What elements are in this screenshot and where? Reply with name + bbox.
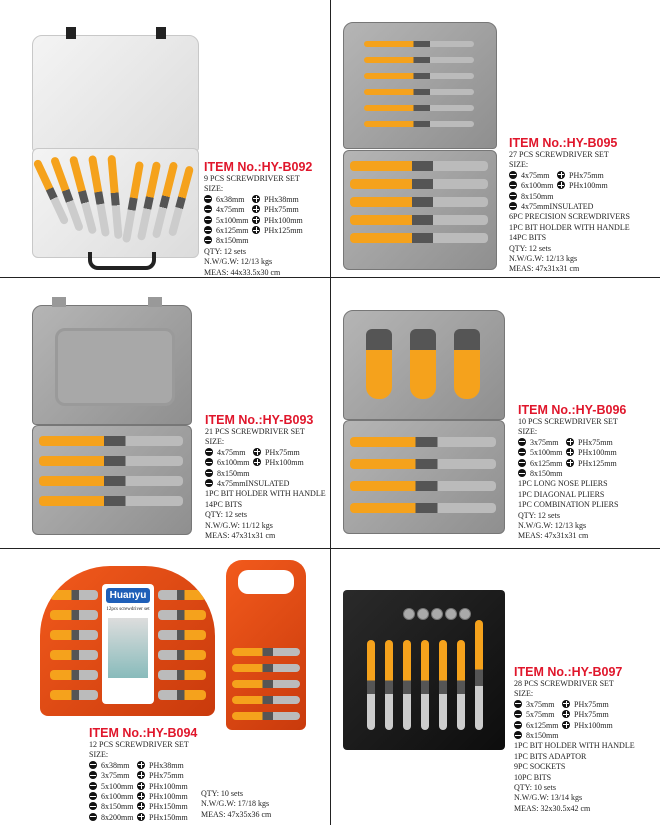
- phillips-icon: [137, 771, 145, 779]
- slotted-icon: [509, 181, 517, 189]
- stand-case-photo: [343, 590, 505, 750]
- extra-item: 1PC BIT HOLDER WITH HANDLE: [514, 741, 635, 751]
- slotted-icon: [205, 479, 213, 487]
- size-slotted: 6x125mm: [530, 458, 563, 468]
- product-name: 9 PCS SCREWDRIVER SET: [204, 174, 300, 183]
- size-phillips: PHx75mm: [574, 699, 609, 709]
- size-slotted: 3x75mm: [101, 771, 130, 781]
- size-phillips: PHx100mm: [264, 215, 303, 225]
- product-name: 21 PCS SCREWDRIVER SET: [205, 427, 305, 436]
- size-slotted: 6x100mm: [101, 792, 134, 802]
- size-slotted: 3x75mm: [530, 437, 559, 447]
- item-number: ITEM No.:HY-B094: [89, 726, 198, 740]
- net-gross-weight: N.W/G.W: 13/14 kgs: [514, 793, 583, 803]
- case-lid-photo: [32, 35, 199, 152]
- product-name: 10 PCS SCREWDRIVER SET: [518, 417, 618, 426]
- item-number: ITEM No.:HY-B092: [204, 160, 313, 174]
- net-gross-weight: N.W/G.W: 17/18 kgs: [201, 799, 270, 809]
- size-slotted: 4x75mm: [521, 170, 550, 180]
- phillips-icon: [566, 459, 574, 467]
- net-gross-weight: N.W/G.W: 12/13 kgs: [518, 521, 587, 531]
- size-insulated: 4x75mmINSULATED: [521, 202, 594, 212]
- extra-item: 1PC BITS ADAPTOR: [514, 751, 587, 761]
- size-slotted: 6x125mm: [526, 720, 559, 730]
- size-label: SIZE:: [204, 184, 224, 194]
- slotted-icon: [509, 171, 517, 179]
- size-phillips: PHx75mm: [569, 170, 604, 180]
- size-slotted: 8x150mm: [216, 236, 249, 246]
- case-open-photo: [226, 560, 306, 730]
- qty: QTY: 12 sets: [518, 510, 560, 520]
- size-slotted: 6x100mm: [217, 458, 250, 468]
- case-latch: [66, 27, 76, 39]
- extra-item: 14PC BITS: [509, 233, 547, 243]
- extra-item: 14PC BITS: [205, 499, 243, 509]
- size-slotted: 8x150mm: [217, 468, 250, 478]
- slotted-icon: [204, 216, 212, 224]
- size-table: [205, 448, 326, 479]
- product-info-hy-b095: [509, 136, 630, 275]
- size-label: SIZE:: [514, 689, 534, 699]
- row-divider-right-2: [330, 548, 660, 549]
- case-tray-photo: [32, 425, 192, 535]
- pliers-image: [454, 329, 480, 399]
- size-phillips: PHx75mm: [265, 447, 300, 457]
- measurements: MEAS: 32x30.5x42 cm: [514, 803, 591, 813]
- size-slotted: 5x100mm: [530, 448, 563, 458]
- phillips-icon: [253, 448, 261, 456]
- case-tray-photo: [32, 148, 199, 258]
- phillips-icon: [252, 205, 260, 213]
- measurements: MEAS: 47x31x31 cm: [518, 531, 589, 541]
- slotted-icon: [205, 448, 213, 456]
- slotted-icon: [204, 195, 212, 203]
- size-phillips: PHx75mm: [264, 205, 299, 215]
- product-info-hy-b093: [205, 413, 326, 541]
- product-info-hy-b092: [204, 160, 322, 278]
- case-latch: [148, 297, 162, 307]
- product-name: 12 PCS SCREWDRIVER SET: [89, 740, 189, 749]
- slotted-icon: [514, 700, 522, 708]
- case-lid-photo: [343, 310, 505, 420]
- row-divider-left-2: [0, 548, 330, 549]
- size-phillips: PHx100mm: [578, 448, 617, 458]
- size-label: SIZE:: [518, 427, 538, 437]
- size-slotted: 4x75mm: [217, 447, 246, 457]
- size-table: [204, 195, 322, 247]
- size-slotted: 8x150mm: [526, 731, 559, 741]
- extra-item: 1PC COMBINATION PLIERS: [518, 500, 619, 510]
- slotted-icon: [518, 469, 526, 477]
- measurements: MEAS: 47x31x31 cm: [205, 531, 276, 541]
- size-slotted: 6x125mm: [216, 226, 249, 236]
- size-phillips: PHx125mm: [264, 226, 303, 236]
- column-divider: [330, 0, 331, 825]
- size-phillips: PHx150mm: [149, 802, 188, 812]
- net-gross-weight: N.W/G.W: 12/13 kgs: [204, 257, 273, 267]
- slotted-icon: [204, 226, 212, 234]
- size-insulated: 4x75mmINSULATED: [217, 479, 290, 489]
- size-slotted: 8x150mm: [530, 469, 563, 479]
- size-slotted: 8x150mm: [101, 802, 134, 812]
- extra-item: 6PC PRECISION SCREWDRIVERS: [509, 212, 630, 222]
- size-phillips: PHx150mm: [149, 812, 188, 822]
- size-phillips: PHx75mm: [578, 437, 613, 447]
- slotted-icon: [89, 813, 97, 821]
- qty: QTY: 10 sets: [514, 783, 556, 793]
- qty: QTY: 12 sets: [205, 510, 247, 520]
- product-info-hy-b094: [89, 726, 207, 823]
- phillips-icon: [252, 216, 260, 224]
- case-handle: [88, 252, 156, 270]
- case-photo: [40, 566, 215, 716]
- size-table: [514, 700, 635, 742]
- size-table: [89, 761, 207, 823]
- product-name: 28 PCS SCREWDRIVER SET: [514, 679, 614, 688]
- slotted-icon: [509, 192, 517, 200]
- phillips-icon: [137, 802, 145, 810]
- item-number: ITEM No.:HY-B095: [509, 136, 618, 150]
- phillips-icon: [137, 813, 145, 821]
- extra-item: 10PC BITS: [514, 772, 552, 782]
- slotted-icon: [509, 202, 517, 210]
- case-tray-photo: [343, 150, 497, 270]
- measurements: MEAS: 47x31x31 cm: [509, 264, 580, 274]
- phillips-icon: [562, 700, 570, 708]
- case-handle: [238, 570, 294, 594]
- net-gross-weight: N.W/G.W: 11/12 kgs: [205, 520, 273, 530]
- phillips-icon: [137, 792, 145, 800]
- phillips-icon: [253, 458, 261, 466]
- size-phillips: PHx100mm: [569, 181, 608, 191]
- pliers-image: [410, 329, 436, 399]
- slotted-icon: [204, 236, 212, 244]
- slotted-icon: [205, 469, 213, 477]
- product-subtitle: 12pcs screwdriver set: [106, 607, 150, 612]
- slotted-icon: [205, 458, 213, 466]
- size-slotted: 3x75mm: [526, 699, 555, 709]
- size-slotted: 6x38mm: [101, 760, 130, 770]
- product-label-card: [102, 584, 154, 704]
- item-number: ITEM No.:HY-B096: [518, 403, 627, 417]
- case-latch: [156, 27, 166, 39]
- slotted-icon: [89, 761, 97, 769]
- size-phillips: PHx38mm: [264, 194, 299, 204]
- size-label: SIZE:: [205, 437, 225, 447]
- size-phillips: PHx125mm: [578, 458, 617, 468]
- size-slotted: 4x75mm: [216, 205, 245, 215]
- product-name: 27 PCS SCREWDRIVER SET: [509, 150, 609, 159]
- extra-item: 1PC BIT HOLDER WITH HANDLE: [205, 489, 326, 499]
- phillips-icon: [252, 195, 260, 203]
- brand-logo: Huanyu: [106, 588, 150, 603]
- product-info-hy-b096: [518, 403, 636, 542]
- case-tray-photo: [343, 420, 505, 534]
- slotted-icon: [89, 802, 97, 810]
- slotted-icon: [514, 721, 522, 729]
- size-label: SIZE:: [89, 750, 109, 760]
- extra-item: 9PC SOCKETS: [514, 762, 566, 772]
- phillips-icon: [566, 438, 574, 446]
- size-phillips: PHx100mm: [149, 792, 188, 802]
- size-table: [509, 171, 630, 202]
- measurements: MEAS: 47x35x36 cm: [201, 809, 272, 819]
- item-number: ITEM No.:HY-B097: [514, 665, 623, 679]
- measurements: MEAS: 44x33.5x30 cm: [204, 267, 281, 277]
- size-phillips: PHx38mm: [149, 760, 184, 770]
- extra-item: 1PC LONG NOSE PLIERS: [518, 479, 608, 489]
- size-phillips: PHx75mm: [149, 771, 184, 781]
- case-latch: [52, 297, 66, 307]
- slotted-icon: [518, 448, 526, 456]
- phillips-icon: [557, 181, 565, 189]
- slotted-icon: [518, 459, 526, 467]
- extra-item: 1PC DIAGONAL PLIERS: [518, 489, 605, 499]
- phillips-icon: [252, 226, 260, 234]
- phillips-icon: [566, 448, 574, 456]
- qty: QTY: 12 sets: [204, 246, 246, 256]
- size-phillips: PHx100mm: [574, 720, 613, 730]
- product-info-hy-b097: [514, 665, 635, 814]
- slotted-icon: [89, 792, 97, 800]
- size-slotted: 5x100mm: [101, 781, 134, 791]
- size-slotted: 8x150mm: [521, 191, 554, 201]
- size-phillips: PHx75mm: [574, 710, 609, 720]
- slotted-icon: [514, 731, 522, 739]
- phillips-icon: [137, 782, 145, 790]
- case-lid-photo: [343, 22, 497, 149]
- case-lid-photo: [32, 305, 192, 425]
- extra-item: 1PC BIT HOLDER WITH HANDLE: [509, 222, 630, 232]
- size-slotted: 5x75mm: [526, 710, 555, 720]
- slotted-icon: [89, 771, 97, 779]
- slotted-icon: [204, 205, 212, 213]
- size-slotted: 6x100mm: [521, 181, 554, 191]
- size-slotted: 6x38mm: [216, 194, 245, 204]
- size-slotted: 5x100mm: [216, 215, 249, 225]
- size-phillips: PHx100mm: [265, 458, 304, 468]
- slotted-icon: [514, 710, 522, 718]
- size-phillips: PHx100mm: [149, 781, 188, 791]
- slotted-icon: [518, 438, 526, 446]
- row-divider-right-1: [330, 277, 660, 278]
- qty: QTY: 12 sets: [509, 243, 551, 253]
- net-gross-weight: N.W/G.W: 12/13 kgs: [509, 254, 578, 264]
- size-slotted: 8x200mm: [101, 812, 134, 822]
- item-number: ITEM No.:HY-B093: [205, 413, 314, 427]
- product-shipping-hy-b094: [201, 789, 271, 820]
- pliers-image: [366, 329, 392, 399]
- phillips-icon: [557, 171, 565, 179]
- qty: QTY: 10 sets: [201, 789, 243, 798]
- slotted-icon: [89, 782, 97, 790]
- size-table: [518, 438, 636, 480]
- size-label: SIZE:: [509, 160, 529, 170]
- phillips-icon: [562, 710, 570, 718]
- phillips-icon: [562, 721, 570, 729]
- phillips-icon: [137, 761, 145, 769]
